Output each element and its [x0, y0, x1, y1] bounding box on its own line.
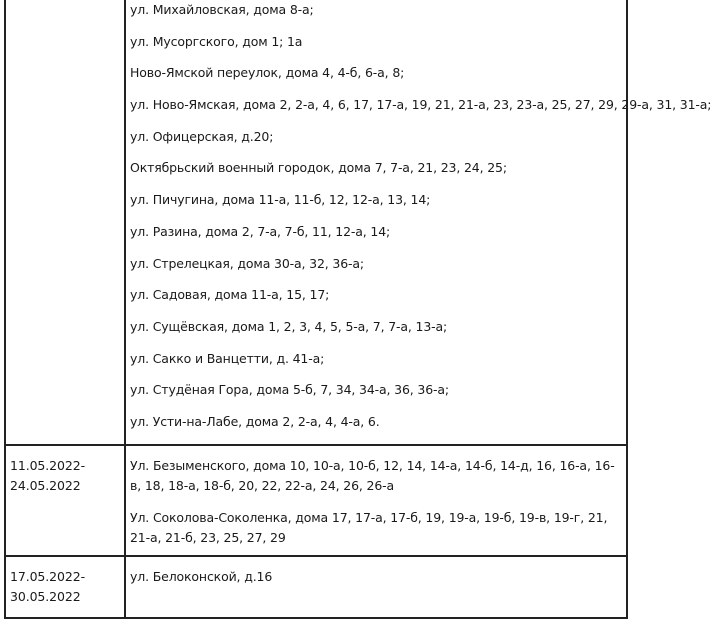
date-start: 17.05.2022- — [10, 568, 85, 584]
date-cell — [5, 556, 125, 618]
address-line: ул. Ново-Ямская, дома 2, 2-а, 4, 6, 17, 17-а, 19, 21, 21-а, 23, 23-а, 25, 27, 29, 29-а, 31, 31-а; — [130, 97, 711, 113]
address-line: ул. Пичугина, дома 11-а, 11-б, 12, 12-а, 13, 14; — [130, 192, 431, 208]
address-line: ул. Михайловская, дома 8-а; — [130, 2, 314, 17]
address-line: ул. Стрелецкая, дома 30-а, 32, 36-а; — [130, 255, 364, 271]
address-line: ул. Сакко и Ванцетти, д. 41-а; — [130, 350, 325, 366]
date-cell — [5, 445, 125, 556]
address-cell — [125, 0, 711, 445]
table-row — [5, 0, 627, 445]
address-line: Ул. Безыменского, дома 10, 10-а, 10-б, 12, 14, 14-а, 14-б, 14-д, 16, 16-а, 16-в, 18, 18-а, 18-б, 20, 22, 22-а, 24, 26, 26-а — [130, 457, 615, 493]
address-line: ул. Разина, дома 2, 7-а, 7-б, 11, 12-а, 14; — [130, 223, 391, 239]
address-line: ул. Садовая, дома 11-а, 15, 17; — [130, 287, 330, 303]
address-line: Ново-Ямской переулок, дома 4, 4-б, 6-а, 8; — [130, 65, 405, 81]
table-row — [5, 445, 627, 556]
address-line: ул. Офицерская, д.20; — [130, 128, 274, 144]
address-line: Ул. Соколова-Соколенка, дома 17, 17-а, 17-б, 19, 19-а, 19-б, 19-в, 19-г, 21, 21-а, 21-б, 23, 25, 27, 29 — [130, 509, 608, 545]
date-end: 24.05.2022 — [10, 477, 81, 493]
address-line: Октябрьский военный городок, дома 7, 7-а, 21, 23, 24, 25; — [130, 160, 507, 176]
address-line: ул. Усти-на-Лабе, дома 2, 2-а, 4, 4-а, 6. — [130, 413, 380, 429]
date-cell — [5, 0, 125, 445]
address-line: ул. Студёная Гора, дома 5-б, 7, 34, 34-а, 36, 36-а; — [130, 382, 449, 398]
address-line: ул. Мусоргского, дом 1; 1а — [130, 33, 303, 49]
address-cell — [125, 556, 627, 618]
schedule-table — [4, 0, 711, 619]
address-cell — [125, 445, 627, 556]
date-start: 11.05.2022- — [10, 457, 85, 473]
address-line: ул. Белоконской, д.16 — [130, 568, 273, 584]
date-end: 30.05.2022 — [10, 588, 81, 604]
table-row — [5, 556, 627, 618]
address-line: ул. Сущёвская, дома 1, 2, 3, 4, 5, 5-а, 7, 7-а, 13-а; — [130, 318, 448, 334]
